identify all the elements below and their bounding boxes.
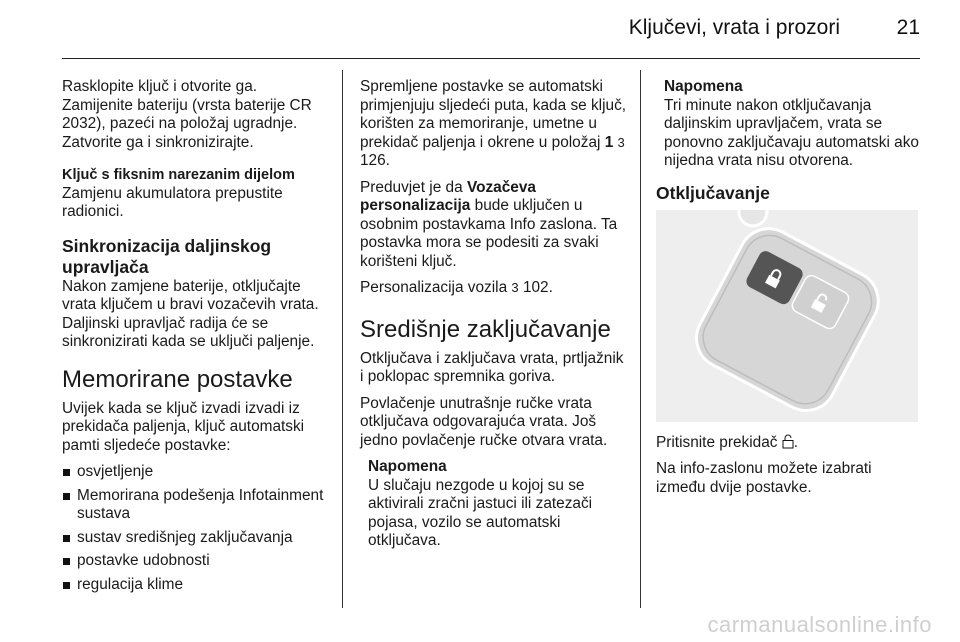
page-ref-arrow-icon: 3 xyxy=(617,134,625,150)
column-2 xyxy=(360,78,628,551)
fixed-key-heading: Ključ s fiksnim narezanim dijelom xyxy=(62,167,295,183)
column-1 xyxy=(62,78,327,599)
ignition-position: 1 xyxy=(604,133,614,151)
sync-heading: Sinkronizacija daljinskog upravljača xyxy=(62,235,272,277)
list-item: Memorirana podešenja Infotainment sustava xyxy=(62,487,327,524)
page-ref-link[interactable]: 102. xyxy=(522,279,553,296)
unlock-icon xyxy=(782,434,794,449)
memory-apply-paragraph xyxy=(360,78,628,171)
press-button-text: Pritisnite prekidač xyxy=(656,433,778,451)
note-title: Napomena xyxy=(664,78,743,95)
list-item: osvjetljenje xyxy=(62,463,327,482)
note-box xyxy=(656,78,924,171)
press-button-end: . xyxy=(793,433,799,451)
page-number: 21 xyxy=(896,16,920,39)
list-item: regulacija klime xyxy=(62,576,327,595)
note-text: Tri minute nakon otključavanja daljinskim upravljačem, vrata se ponovno zaključavaju automatski ako nijedna vrata nisu otvorena. xyxy=(664,96,919,169)
remote-key-figure xyxy=(656,210,918,422)
fixed-key-text: Zamjenu akumulatora prepustite radionici. xyxy=(62,184,283,220)
memory-list xyxy=(62,463,327,594)
note-text: U slučaju nezgode u kojoj su se aktivirali zračni jastuci ili zatezači pojasa, vozilo se automatski otključava. xyxy=(368,476,593,549)
memory-apply-text: Spremljene postavke se automatski primjenjuju sljedeći puta, kada se ključ, korišten za memoriranje, umetne u prekidač paljenja i okrene u položaj xyxy=(360,78,627,151)
key-body xyxy=(686,218,889,421)
sync-paragraph: Nakon zamjene baterije, otključajte vrata ključem u bravi vozačevih vrata. Daljinski upravljač radija će se sinkronizirati kada se uključi paljenje. xyxy=(62,277,319,350)
memory-paragraph: Uvijek kada se ključ izvadi izvadi iz prekidača paljenja, ključ automatski pamti sljedeće postavke: xyxy=(62,399,305,454)
column-divider xyxy=(342,70,343,608)
vehicle-personalization-paragraph xyxy=(360,279,628,298)
vehicle-personalization-text: Personalizacija vozila xyxy=(360,279,508,296)
info-display-paragraph: Na info-zaslonu možete izabrati između dvije postavke. xyxy=(656,460,872,496)
watermark: carmanualsonline.info xyxy=(707,612,932,637)
note-title: Napomena xyxy=(368,458,447,475)
column-divider xyxy=(640,70,641,608)
battery-replace-paragraph: Rasklopite ključ i otvorite ga. Zamijenite bateriju (vrsta baterije CR 2032), pazeći na položaj ugradnje. Zatvorite ga i sinkronizirajte. xyxy=(62,78,312,151)
central-locking-heading: Središnje zaključavanje xyxy=(360,315,611,343)
header-rule xyxy=(62,58,920,59)
page-title: Ključevi, vrata i prozori xyxy=(628,16,840,39)
memory-heading: Memorirane postavke xyxy=(62,365,293,393)
unlock-heading: Otključavanje xyxy=(656,182,770,203)
central-locking-paragraph-1: Otključava i zaključava vrata, prtljažnik i poklopac spremnika goriva. xyxy=(360,349,624,385)
note-box xyxy=(360,458,628,551)
prerequisite-text-a: Preduvjet je da xyxy=(360,178,463,196)
prerequisite-paragraph xyxy=(360,179,628,272)
driver-personalization-term: Vozačeva personalizacija xyxy=(360,178,536,214)
remote-key-illustration xyxy=(656,210,918,422)
press-button-paragraph xyxy=(656,434,924,453)
prerequisite-text-b: bude uključen u osobnim postavkama Info zaslona. Ta postavka mora se podesiti za svaki korišteni ključ. xyxy=(360,197,618,270)
list-item: sustav središnjeg zaključavanja xyxy=(62,529,327,548)
fixed-key-block xyxy=(62,166,327,222)
page-ref-arrow-icon: 3 xyxy=(511,280,519,295)
column-3 xyxy=(656,78,924,505)
central-locking-paragraph-2: Povlačenje unutrašnje ručke vrata otključava odgovarajuća vrata. Još jedno povlačenje ručke otvara vrata. xyxy=(360,394,608,449)
page-ref-link[interactable]: 126. xyxy=(360,152,390,169)
list-item: postavke udobnosti xyxy=(62,552,327,571)
